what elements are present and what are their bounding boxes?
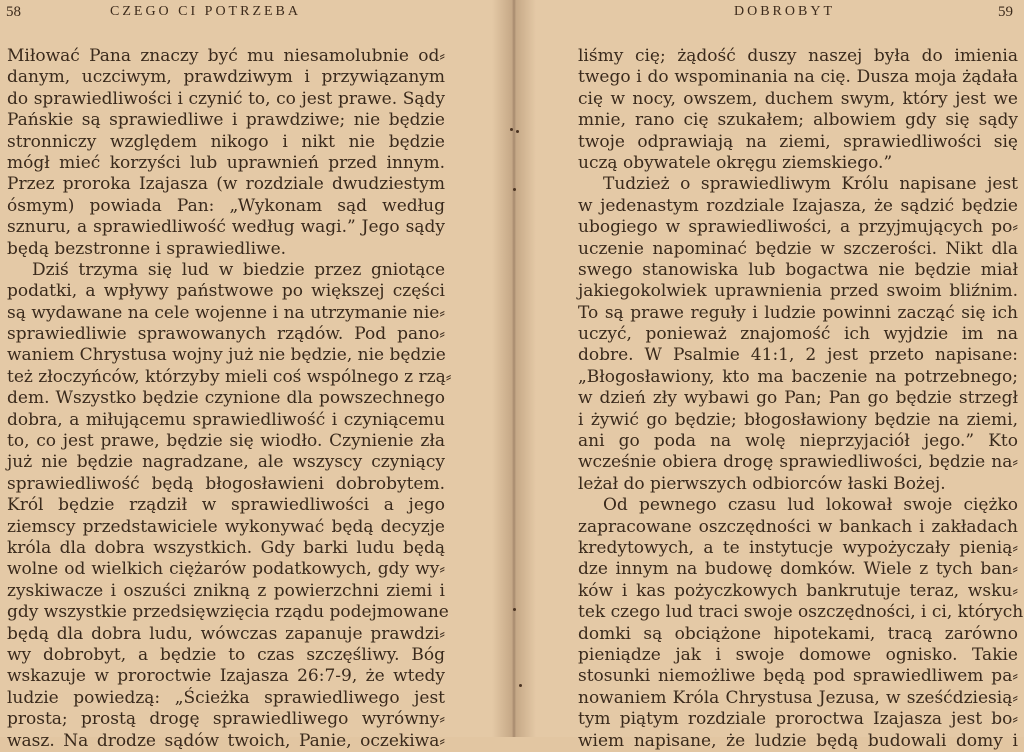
text-line: ziemscy przedstawiciele wykonywać będą decyzje (7, 516, 445, 537)
text-line: wasz. Na drodze sądów twoich, Panie, oczekiwa⸗ (7, 730, 445, 751)
text-line: podatki, a wpływy państwowe po większej części (7, 281, 445, 302)
text-line: ludzie powiedzą: „Ścieżka sprawiedliwego jest (7, 687, 445, 708)
text-line: też złoczyńców, którzyby mieli coś wspólnego z rzą⸗ (7, 366, 452, 387)
text-line: Od pewnego czasu lud lokował swoje ciężko (603, 495, 1018, 516)
text-line: Dziś trzyma się lud w biedzie przez gniotące (32, 259, 445, 280)
text-line: uczą obywatele okręgu ziemskiego.” (578, 152, 893, 173)
book-gutter (492, 0, 536, 737)
text-line: twoje odprawiają na ziemi, sprawiedliwości się (578, 131, 1018, 152)
text-line: króla dla dobra wszystkich. Gdy barki ludu będą (7, 537, 445, 558)
text-line: uczenie napominać będzie w szczerości. Nikt dla (578, 238, 1018, 259)
text-line: ósmym) powiada Pan: „Wykonam sąd według (7, 195, 445, 216)
running-header: CZEGO CI POTRZEBA (110, 4, 301, 19)
text-line: w dzień zły wybawi go Pan; Pan go będzie strzegł (578, 388, 1018, 409)
text-line: będą dla dobra ludu, wówczas zapanuje prawdzi⸗ (7, 623, 445, 644)
text-line: sprawiedliwość będą błogosławieni dobrobytem. (7, 473, 445, 494)
text-line: wy dobrobyt, a będzie to czas szczęśliwy. Bóg (7, 644, 445, 665)
body-text (7, 46, 452, 752)
text-line: liśmy cię; żądość duszy naszej była do imienia (578, 46, 1018, 66)
text-line: dze innym na budowę domków. Wiele z tych ban⸗ (578, 559, 1018, 580)
text-line: kredytowych, a te instytucje wypożyczały pienią⸗ (578, 537, 1018, 558)
text-line: ani go poda na wolę nieprzyjaciół jego.” Kto (578, 431, 1018, 452)
left-page (0, 0, 512, 751)
text-line: tym piątym rozdziale proroctwa Izajasza jest bo⸗ (578, 709, 1018, 730)
text-line: dem. Wszystko będzie czynione dla powszechnego (7, 388, 445, 409)
text-line: dobre. W Psalmie 41:1, 2 jest przeto napisane: (578, 345, 1018, 366)
text-line: wolne od wielkich ciężarów podatkowych, gdy wy⸗ (7, 559, 445, 580)
text-line: gdy wszystkie przedsięwzięcia rządu podejmowane (7, 602, 449, 623)
text-line: sprawiedliwie sprawowanych rządów. Pod pano⸗ (7, 324, 445, 345)
text-line: swego stanowiska lub bogactwa nie będzie miał (578, 259, 1018, 280)
text-line: Tudzież o sprawiedliwym Królu napisane jest (603, 174, 1018, 195)
binding-stitch (510, 128, 513, 131)
page-number: 59 (998, 4, 1013, 20)
text-line: To są prawe reguły i ludzie powinni zacząć się ich (578, 302, 1018, 323)
text-line: zyskiwacze i oszuści znikną z powierzchni ziemi i (7, 580, 445, 601)
running-header: DOBROBYT (734, 4, 836, 19)
text-line: mnie, rano cię szukałem; albowiem gdy się sądy (578, 110, 1018, 131)
binding-stitch (513, 188, 516, 191)
text-line: prosta; prostą drogę sprawiedliwego wyrówny⸗ (7, 709, 445, 730)
text-line: będą bezstronne i sprawiedliwe. (7, 238, 287, 259)
text-line: ubogiego w sprawiedliwości, a przyjmujących po⸗ (578, 217, 1018, 238)
right-page (512, 0, 1024, 751)
text-line: Miłować Pana znaczy być mu niesamolubnie od⸗ (7, 46, 445, 66)
text-line: są wydawane na cele wojenne i na utrzymanie nie⸗ (7, 302, 445, 323)
binding-stitch (513, 608, 516, 611)
text-line: waniem Chrystusa wojny już nie będzie, nie będzie (7, 345, 446, 366)
body-text (578, 46, 1024, 752)
text-line: ków i kas pożyczkowych bankrutuje teraz, wsku⸗ (578, 580, 1018, 601)
text-line: mógł mieć korzyści lub uprawnień przed innym. (7, 152, 445, 173)
text-line: nowaniem Króla Chrystusa Jezusa, w sześćdziesią⸗ (578, 687, 1018, 708)
text-line: twego i do wspominania na cię. Dusza moja żądała (578, 67, 1018, 88)
text-line: stronniczy względem nikogo i nikt nie będzie (7, 131, 445, 152)
text-line: domki są obciążone hipotekami, tracą zarówno (578, 623, 1018, 644)
text-line: już nie będzie nagradzane, ale wszyscy czyniący (7, 452, 445, 473)
page-number: 58 (6, 4, 21, 20)
text-line: wiem napisane, że ludzie będą budowali domy i (578, 730, 1018, 751)
text-line: Król będzie rządził w sprawiedliwości a jego (7, 495, 445, 516)
text-line: tek czego lud traci swoje oszczędności, i ci, których (578, 602, 1024, 623)
text-line: „Błogosławiony, kto ma baczenie na potrzebnego; (578, 366, 1018, 387)
text-line: to, co jest prawe, będzie się wiodło. Czynienie zła (7, 431, 445, 452)
text-line: jakiegokolwiek uprawnienia przed swoim bliźnim. (578, 281, 1018, 302)
text-line: i żywić go będzie; błogosławiony będzie na ziemi, (578, 409, 1018, 430)
text-line: wcześnie obiera drogę sprawiedliwości, będzie na⸗ (578, 452, 1018, 473)
text-line: zapracowane oszczędności w bankach i zakładach (578, 516, 1018, 537)
text-line: Przez proroka Izajasza (w rozdziale dwudziestym (7, 174, 445, 195)
text-line: dobra, a miłującemu sprawiedliwość i czyniącemu (7, 409, 445, 430)
text-line: sznuru, a sprawiedliwość według wagi.” Jego sądy (7, 217, 445, 238)
text-line: wskazuje w proroctwie Izajasza 26:7-9, że wtedy (7, 666, 445, 687)
text-line: leżał do pierwszych odbiorców łaski Bożej. (578, 473, 946, 494)
text-line: Pańskie są sprawiedliwe i prawdziwe; nie będzie (7, 110, 445, 131)
text-line: danym, uczciwym, prawdziwym i przywiązanym (7, 67, 445, 88)
binding-stitch (519, 684, 522, 687)
text-line: pieniądze jak i swoje domowe ognisko. Takie (578, 644, 1018, 665)
binding-stitch (516, 130, 519, 133)
text-line: cię w nocy, owszem, duchem swym, który jest we (578, 88, 1018, 109)
text-line: uczyć, ponieważ znajomość ich wyjdzie im na (578, 324, 1018, 345)
text-line: do sprawiedliwości i czynić to, co jest prawe. Sądy (7, 88, 445, 109)
text-line: w jedenastym rozdziale Izajasza, że sądzić będzie (578, 195, 1018, 216)
text-line: stosunki niemożliwe będą pod sprawiedliwem pa⸗ (578, 666, 1018, 687)
